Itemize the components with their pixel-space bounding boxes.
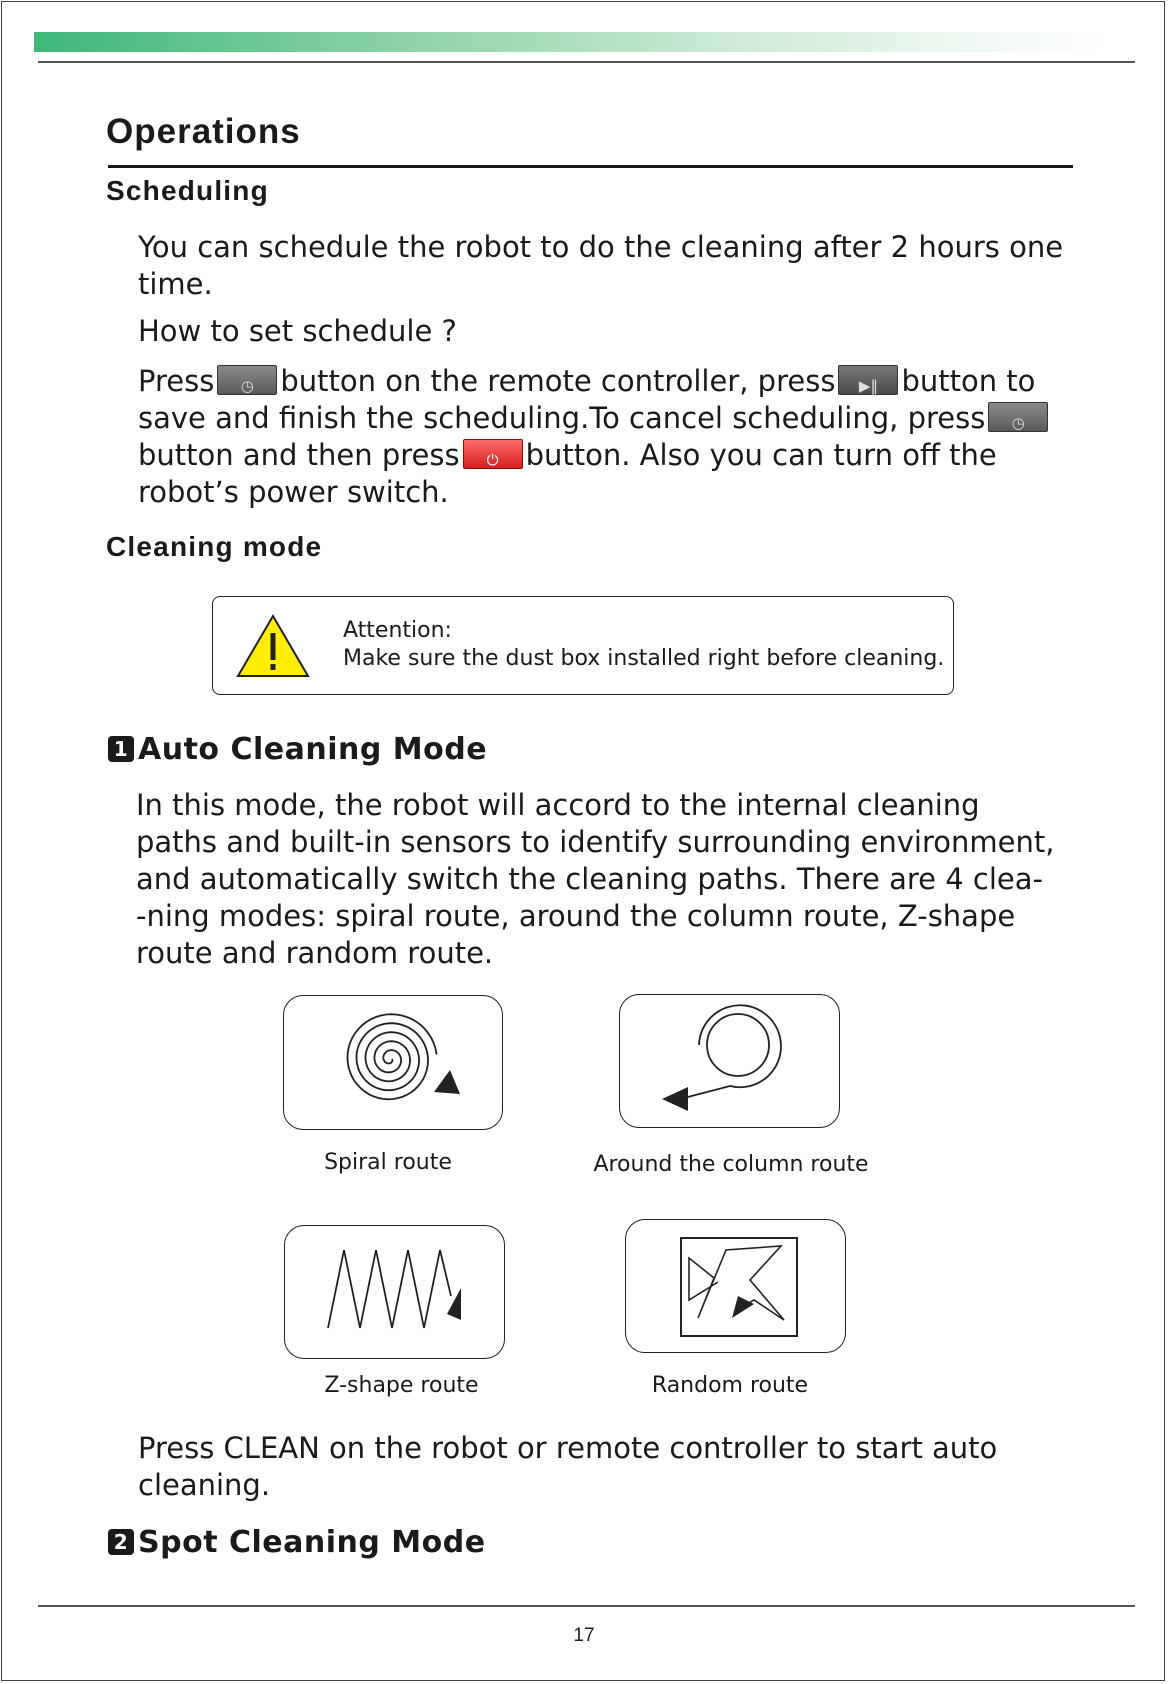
auto-desc-line: -ning modes: spiral route, around the column route, Z-shape xyxy=(136,899,1016,933)
steps-text-5: button. Also you can turn off the robot’s power switch. xyxy=(138,438,997,509)
attention-box xyxy=(212,596,954,695)
spiral-route-diagram xyxy=(283,995,503,1130)
warning-triangle-icon xyxy=(235,613,311,679)
header-rule xyxy=(38,61,1135,63)
column-route-icon xyxy=(620,995,838,1126)
page-title: Operations xyxy=(106,112,301,151)
footer-rule xyxy=(38,1605,1135,1607)
column-route-diagram xyxy=(619,994,840,1128)
route-label: Spiral route xyxy=(324,1150,452,1175)
page-number: 17 xyxy=(573,1625,595,1646)
auto-mode-title: Auto Cleaning Mode xyxy=(138,732,488,767)
random-route-icon xyxy=(626,1220,844,1351)
how-to-text: How to set schedule ? xyxy=(138,314,457,348)
scheduling-how-to xyxy=(138,313,1078,350)
route-label: Random route xyxy=(651,1373,809,1398)
attention-title: Attention: xyxy=(343,618,452,643)
spiral-route-icon xyxy=(284,996,501,1128)
spot-mode-heading xyxy=(108,1525,486,1560)
steps-text-4: button and then press xyxy=(138,438,460,472)
auto-mode-description xyxy=(136,787,1096,972)
spot-mode-title: Spot Cleaning Mode xyxy=(138,1525,486,1560)
steps-text-2: button on the remote controller, press xyxy=(280,364,836,398)
route-label: Z-shape route xyxy=(324,1373,479,1398)
auto-mode-heading xyxy=(108,732,487,767)
clock-button-icon: ◷ xyxy=(988,402,1048,432)
zshape-route-diagram xyxy=(284,1225,505,1359)
zshape-route-icon xyxy=(285,1226,503,1357)
attention-text-block xyxy=(343,617,944,673)
auto-desc-line: In this mode, the robot will accord to the internal cleaning xyxy=(136,788,980,822)
section-title-scheduling: Scheduling xyxy=(106,175,269,206)
play-pause-button-icon: ▶‖ xyxy=(838,365,898,395)
attention-message: Make sure the dust box installed right before cleaning. xyxy=(343,646,945,671)
start-text: Press CLEAN on the robot or remote controller to start auto cleaning. xyxy=(138,1431,998,1502)
mode-number-badge: 2 xyxy=(108,1529,134,1555)
auto-mode-start xyxy=(138,1430,1078,1504)
auto-desc-line: and automatically switch the cleaning paths. There are 4 clea- xyxy=(136,862,1043,896)
random-route-diagram xyxy=(625,1219,846,1353)
header-gradient-bar xyxy=(34,32,1109,52)
scheduling-intro-text: You can schedule the robot to do the cleaning after 2 hours one time. xyxy=(138,230,1064,301)
mode-number-badge: 1 xyxy=(108,736,134,762)
section-title-cleaning-mode: Cleaning mode xyxy=(106,531,323,562)
auto-desc-line: route and random route. xyxy=(136,936,494,970)
scheduling-steps xyxy=(138,363,1078,511)
title-underline xyxy=(108,165,1073,168)
auto-desc-line: paths and built-in sensors to identify surrounding environment, xyxy=(136,825,1055,859)
clock-button-icon: ◷ xyxy=(217,365,277,395)
route-label: Around the column route xyxy=(593,1152,869,1177)
steps-text-3: button to save and finish the scheduling.To cancel scheduling, press xyxy=(138,364,1036,435)
steps-text-1: Press xyxy=(138,364,215,398)
scheduling-intro xyxy=(138,229,1078,303)
power-button-icon: ⏻ xyxy=(463,439,523,469)
